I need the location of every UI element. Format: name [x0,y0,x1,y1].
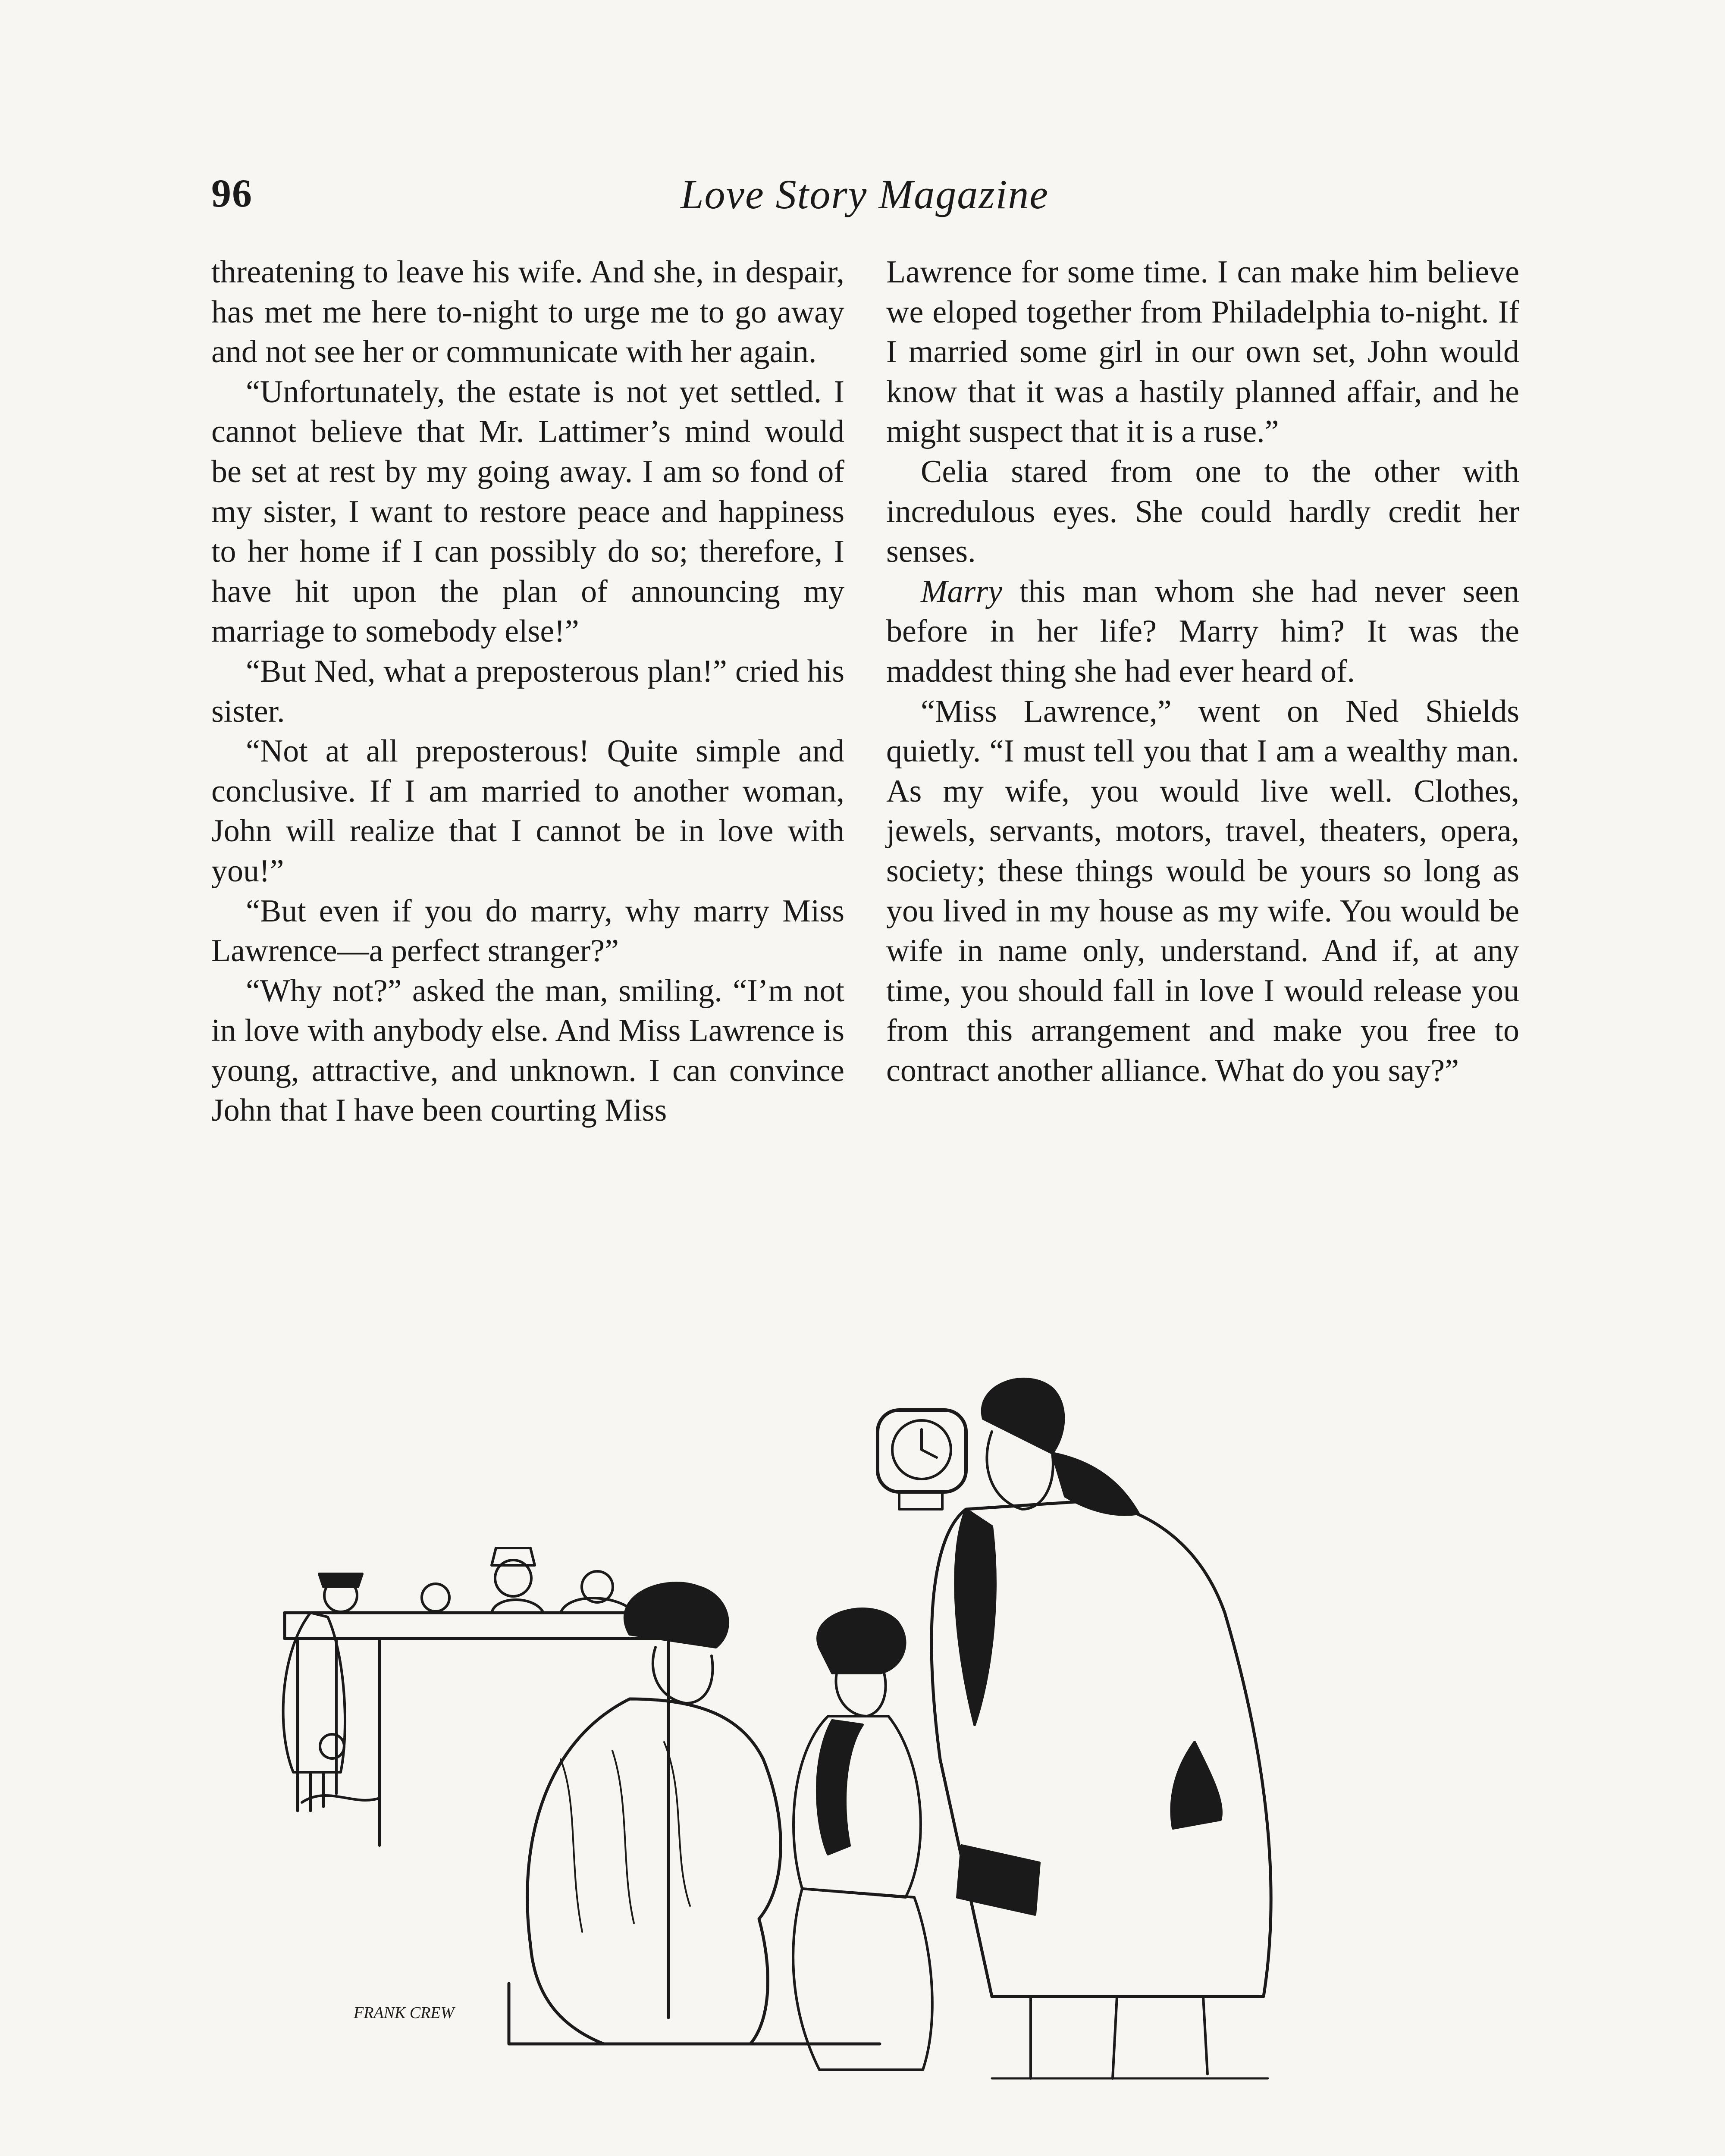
paragraph: Lawrence for some time. I can make him believe we eloped together from Philadelphia to-night. If I married some girl in our own set, John would know that it was a hastily planned affair, and he might suspect that it is a ruse.” [886,254,1519,450]
pen-and-ink-illustration-icon [233,1371,1518,2126]
paragraph: “Not at all preposterous! Quite simple and conclusive. If I am married to another woman, John will realize that I cannot be in love with you!” [211,733,844,889]
emphasis: Marry [921,573,1003,609]
artist-signature: FRANK CREW [354,2004,455,2022]
paragraph: “But Ned, what a preposterous plan!” cried his sister. [211,653,844,729]
paragraph: “But even if you do marry, why marry Miss Lawrence—a perfect stranger?” [211,893,844,969]
page-number: 96 [211,171,253,215]
text-column-left [211,252,844,1131]
page-header [211,170,1518,231]
paragraph: threatening to leave his wife. And she, in despair, has met me here to-night to urge me to go away and not see her or communicate with her again. [211,254,844,370]
paragraph: “Miss Lawrence,” went on Ned Shields quietly. “I must tell you that I am a wealthy man. As my wife, you would live well. Clothes, jewels, servants, motors, travel, theaters, opera, society; these things would be yours so long as you lived in my house as my wife. You would be wife in name only, understand. And if, at any time, you should fall in love I would release you from this arrangement and make you free to contract another alliance. What do you say?” [886,693,1519,1088]
text-column-right [886,252,1519,1091]
paragraph [886,572,1519,692]
clock-icon [878,1410,966,1509]
paragraph: “Why not?” asked the man, smiling. “I’m not in love with anybody else. And Miss Lawrence is young, attractive, and unknown. I can convince John that I have been courting Miss [211,973,844,1128]
paragraph-text: this man whom she had never seen before in her life? Marry him? It was the maddest thing she had ever heard of. [886,573,1519,689]
illustration [233,1371,1518,2126]
paragraph: “Unfortunately, the estate is not yet settled. I cannot believe that Mr. Lattimer’s mind would be set at rest by my going away. I am so fond of my sister, I want to restore peace and happiness to her home if I can possibly do so; therefore, I have hit upon the plan of announcing my marriage to somebody else!” [211,374,844,649]
paragraph: Celia stared from one to the other with incredulous eyes. She could hardly credit her senses. [886,454,1519,570]
running-title: Love Story Magazine [681,171,1049,217]
